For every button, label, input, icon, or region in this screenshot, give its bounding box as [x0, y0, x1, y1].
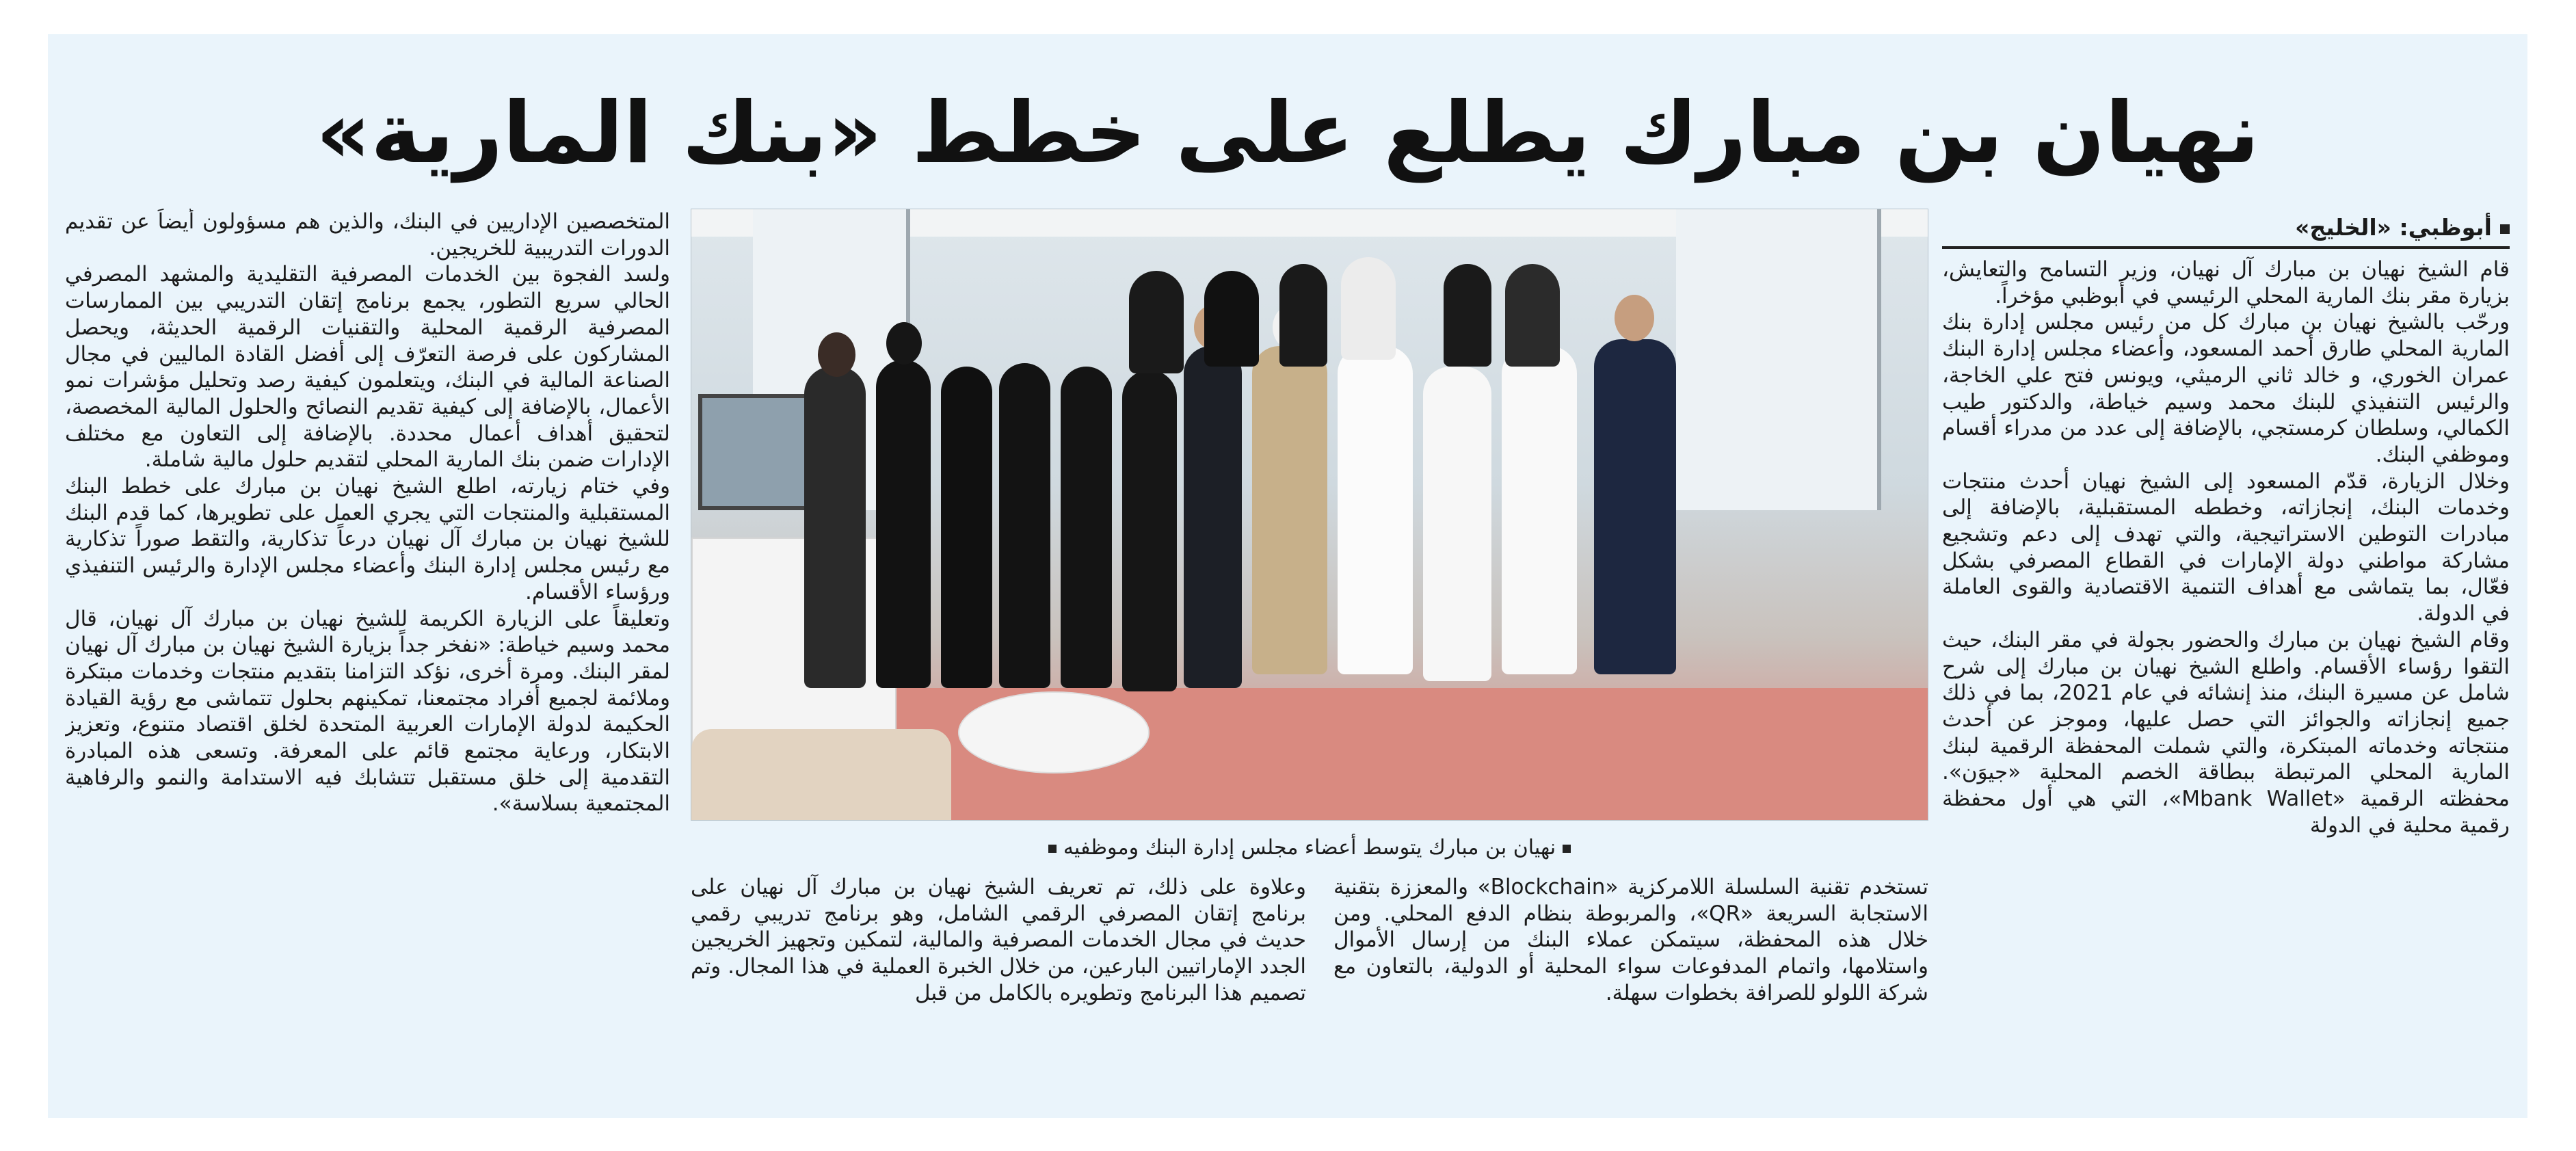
photo-person	[804, 367, 866, 688]
paragraph: ولسد الفجوة بين الخدمات المصرفية التقليدية والمشهد المصرفي الحالي سريع التطور، يجمع برنامج إتقان التدريبي بين الممارسات المصرفية الرقمية المحلية والتقنيات الرقمية الحديثة، ويحصل المشاركون على فرصة التعرّف إلى أفضل القادة الماليين في مجال الصناعة المالية في البنك، ويتعلمون كيفية رصد وتحليل مؤشرات نمو الأعمال، بالإضافة إلى كيفية تقديم النصائح والحلول المالية المخصصة، لتحقيق أهداف أعمال محددة. بالإضافة إلى التعاون مع مختلف الإدارات ضمن بنك المارية المحلي لتقديم حلول مالية شاملة.	[65, 262, 670, 473]
photo-chair	[691, 729, 951, 821]
photo-person	[1122, 370, 1177, 691]
paragraph: قام الشيخ نهيان بن مبارك آل نهيان، وزير التسامح والتعايش، بزيارة مقر بنك المارية المحلي الرئيسي في أبوظبي مؤخراً.	[1942, 257, 2510, 308]
article-column-4	[65, 209, 670, 1108]
photo-table	[958, 691, 1150, 773]
paragraph: وقام الشيخ نهيان بن مبارك والحضور بجولة في مقر البنك، حيث التقوا رؤساء الأقسام. واطلع الشيخ نهيان بن مبارك إلى شرح شامل عن مسيرة البنك، منذ إنشائه في عام 2021، بما في ذلك جميع إنجازاته والجوائز التي حصل عليها، وموجز عن أحدث منتجاته وخدماته المبتكرة، والتي شملت المحفظة الرقمية لبنك المارية المحلي المرتبطة ببطاقة الخصم المحلية «جيوَن». محفظته الرقمية «Mbank Wallet»، التي هي أول محفظة رقمية محلية في الدولة	[1942, 627, 2510, 838]
photo-person	[1594, 339, 1676, 674]
photo-person-head	[886, 322, 922, 365]
paragraph: تستخدم تقنية السلسلة اللامركزية «Blockchain» والمعززة بتقنية الاستجابة السريعة «QR»، والمربوطة بنظام الدفع المحلي. ومن خلال هذه المحفظة، سيتمكن عملاء البنك من إرسال الأموال واستلامها، واتمام المدفوعات سواء المحلية أو الدولية، بالتعاون مع شركة اللولو للصرافة بخطوات سهلة.	[1333, 875, 1928, 1005]
photo-person	[1204, 271, 1259, 367]
byline-text: أبوظبي: «الخليج»	[2295, 214, 2492, 241]
article-column-3	[691, 874, 1306, 1110]
caption-text: نهيان بن مبارك يتوسط أعضاء مجلس إدارة البنك وموظفيه	[1063, 836, 1556, 860]
article-byline	[1942, 207, 2510, 249]
photo-person	[1444, 264, 1491, 367]
paragraph: وفي ختام زيارته، اطلع الشيخ نهيان بن مبارك على خطط البنك المستقبلية والمنتجات التي يجري العمل على تطويرها، كما قدم البنك للشيخ نهيان بن مبارك آل نهيان درعاً تذكارية، والتقط صوراً تذكارية مع رئيس مجلس إدارة البنك وأعضاء مجلس الإدارة والرئيس التنفيذي ورؤساء الأقسام.	[65, 474, 670, 605]
paragraph: وعلاوة على ذلك، تم تعريف الشيخ نهيان بن مبارك آل نهيان على برنامج إتقان المصرفي الرقمي الشامل، وهو برنامج تدريبي رقمي حديث في مجال الخدمات المصرفية والمالية، لتمكين وتجهيز الخريجين الجدد الإماراتيين البارعين، من خلال الخبرة العملية في هذا المجال. وتم تصميم هذا البرنامج وتطويره بالكامل من قبل	[691, 875, 1306, 1005]
article-column-1	[1942, 256, 2510, 1108]
photo-person	[1505, 264, 1560, 367]
photo-person	[1279, 264, 1327, 367]
photo-person	[1129, 271, 1184, 373]
paragraph: المتخصصين الإداريين في البنك، والذين هم مسؤولون أيضاً عن تقديم الدورات التدريبية للخريجين.	[65, 209, 670, 261]
photo-person-head	[818, 332, 855, 377]
bullet-square-icon	[1048, 845, 1057, 853]
article-column-2	[1333, 874, 1928, 1110]
photo-person	[1252, 346, 1327, 674]
paragraph: وتعليقاً على الزيارة الكريمة للشيخ نهيان بن مبارك آل نهيان، قال محمد وسيم خياطة: «نفخر جداً بزيارة الشيخ نهيان بن مبارك آل نهيان لمقر البنك. ومرة أخرى، نؤكد التزامنا بتقديم منتجات وخدمات مبتكرة وملائمة لجميع أفراد مجتمعنا، تمكينهم بحلول تتماشى مع رؤية القيادة الحكيمة لدولة الإمارات العربية المتحدة لخلق اقتصاد متنوع، وتعزيز الابتكار، ورعاية مجتمع قائم على المعرفة. وتسعى هذه المبادرة التقدمية إلى خلق مستقبل تتشابك فيه الاستدامة والنمو والرفاهية المجتمعية بسلاسة».	[65, 606, 670, 817]
photo-person	[999, 363, 1050, 688]
newspaper-page	[48, 34, 2527, 1118]
article-headline: نهيان بن مبارك يطلع على خطط «بنك المارية»	[316, 84, 2259, 183]
article-photo	[691, 209, 1928, 821]
photo-window	[1676, 209, 1881, 510]
photo-monitor	[698, 394, 821, 510]
photo-person-head	[1615, 295, 1654, 341]
paragraph: وخلال الزيارة، قدّم المسعود إلى الشيخ نهيان أحدث منتجات وخدمات البنك، إنجازاته، وخططه المستقبلية، بالإضافة إلى مبادرات التوطين الاستراتيجية، والتي تهدف إلى دعم وتشجيع مشاركة مواطني دولة الإمارات في القطاع المصرفي بشكل فعّال، بما يتماشى مع أهداف التنمية الاقتصادية والقوى العاملة في الدولة.	[1942, 468, 2510, 626]
photo-person	[1341, 257, 1396, 360]
paragraph: ورحّب بالشيخ نهيان بن مبارك كل من رئيس مجلس إدارة بنك المارية المحلي طارق أحمد المسعود، وأعضاء مجلس إدارة البنك عمران الخوري، و خالد ثاني الرميثي، ويونس فتح علي الخاجة، والرئيس التنفيذي للبنك محمد وسيم خياطة، والدكتور طيب الكمالي، وسلطان كرمستجي، بالإضافة إلى عدد من مدراء أقسام وموظفي البنك.	[1942, 310, 2510, 467]
photo-person	[941, 367, 992, 688]
photo-person	[1184, 346, 1242, 688]
photo-caption	[691, 831, 1928, 865]
photo-person	[876, 360, 931, 688]
photo-person	[1338, 346, 1413, 674]
photo-person	[1502, 346, 1577, 674]
photo-person	[1061, 367, 1112, 688]
photo-person	[1423, 367, 1491, 681]
bullet-square-icon	[2500, 224, 2510, 234]
bullet-square-icon	[1563, 845, 1571, 853]
